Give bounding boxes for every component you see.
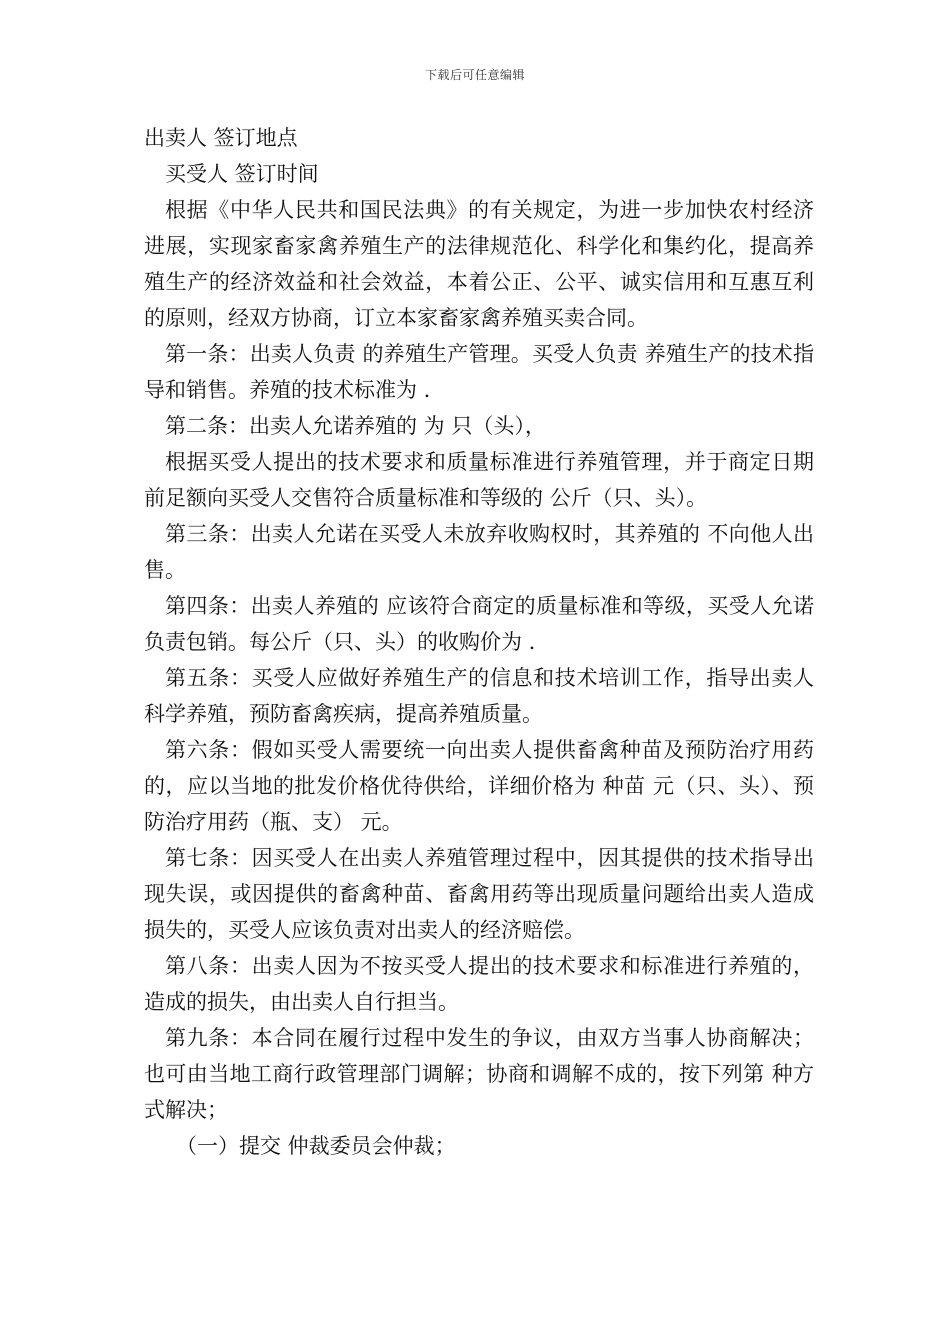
article-5: 第五条：买受人应做好养殖生产的信息和技术培训工作，指导出卖人科学养殖，预防畜禽疾病，提高养殖质量。	[144, 666, 814, 726]
preamble-paragraph: 根据《中华人民共和国民法典》的有关规定，为进一步加快农村经济进展，实现家畜家禽养殖生产的法律规范化、科学化和集约化，提高养殖生产的经济效益和社会效益，本着公正、公平、诚实信用和互惠互利的原则，经双方协商，订立本家畜家禽养殖买卖合同。	[144, 198, 814, 330]
article-9: 第九条：本合同在履行过程中发生的争议，由双方当事人协商解决；也可由当地工商行政管理部门调解；协商和调解不成的，按下列第 种方式解决；	[144, 1026, 814, 1122]
contract-body	[144, 120, 814, 1164]
dispute-option-1: （一）提交 仲裁委员会仲裁；	[176, 1134, 456, 1158]
article-2: 第二条：出卖人允诺养殖的 为 只（头），	[165, 414, 546, 438]
article-6: 第六条：假如买受人需要统一向出卖人提供畜禽种苗及预防治疗用药的，应以当地的批发价格优待供给，详细价格为 种苗 元（只、头）、预防治疗用药（瓶、支） 元。	[144, 738, 814, 834]
article-3: 第三条：出卖人允诺在买受人未放弃收购权时，其养殖的 不向他人出售。	[144, 522, 814, 582]
article-8: 第八条：出卖人因为不按买受人提出的技术要求和标准进行养殖的，造成的损失，由出卖人自行担当。	[144, 954, 814, 1014]
article-7: 第七条：因买受人在出卖人养殖管理过程中，因其提供的技术指导出现失误，或因提供的畜禽种苗、畜禽用药等出现质量问题给出卖人造成损失的，买受人应该负责对出卖人的经济赔偿。	[144, 846, 814, 942]
article-1: 第一条：出卖人负责 的养殖生产管理。买受人负责 养殖生产的技术指导和销售。养殖的技术标准为 .	[144, 342, 814, 402]
article-2-continuation: 根据买受人提出的技术要求和质量标准进行养殖管理，并于商定日期 前足额向买受人交售符合质量标准和等级的 公斤（只、头）。	[144, 450, 814, 510]
page-header-note: 下载后可任意编辑	[424, 68, 525, 82]
seller-signing-place-line: 出卖人 签订地点	[144, 126, 298, 150]
article-4: 第四条：出卖人养殖的 应该符合商定的质量标准和等级，买受人允诺负责包销。每公斤（只、头）的收购价为 .	[144, 594, 814, 654]
buyer-signing-time-line: 买受人 签订时间	[165, 162, 319, 186]
